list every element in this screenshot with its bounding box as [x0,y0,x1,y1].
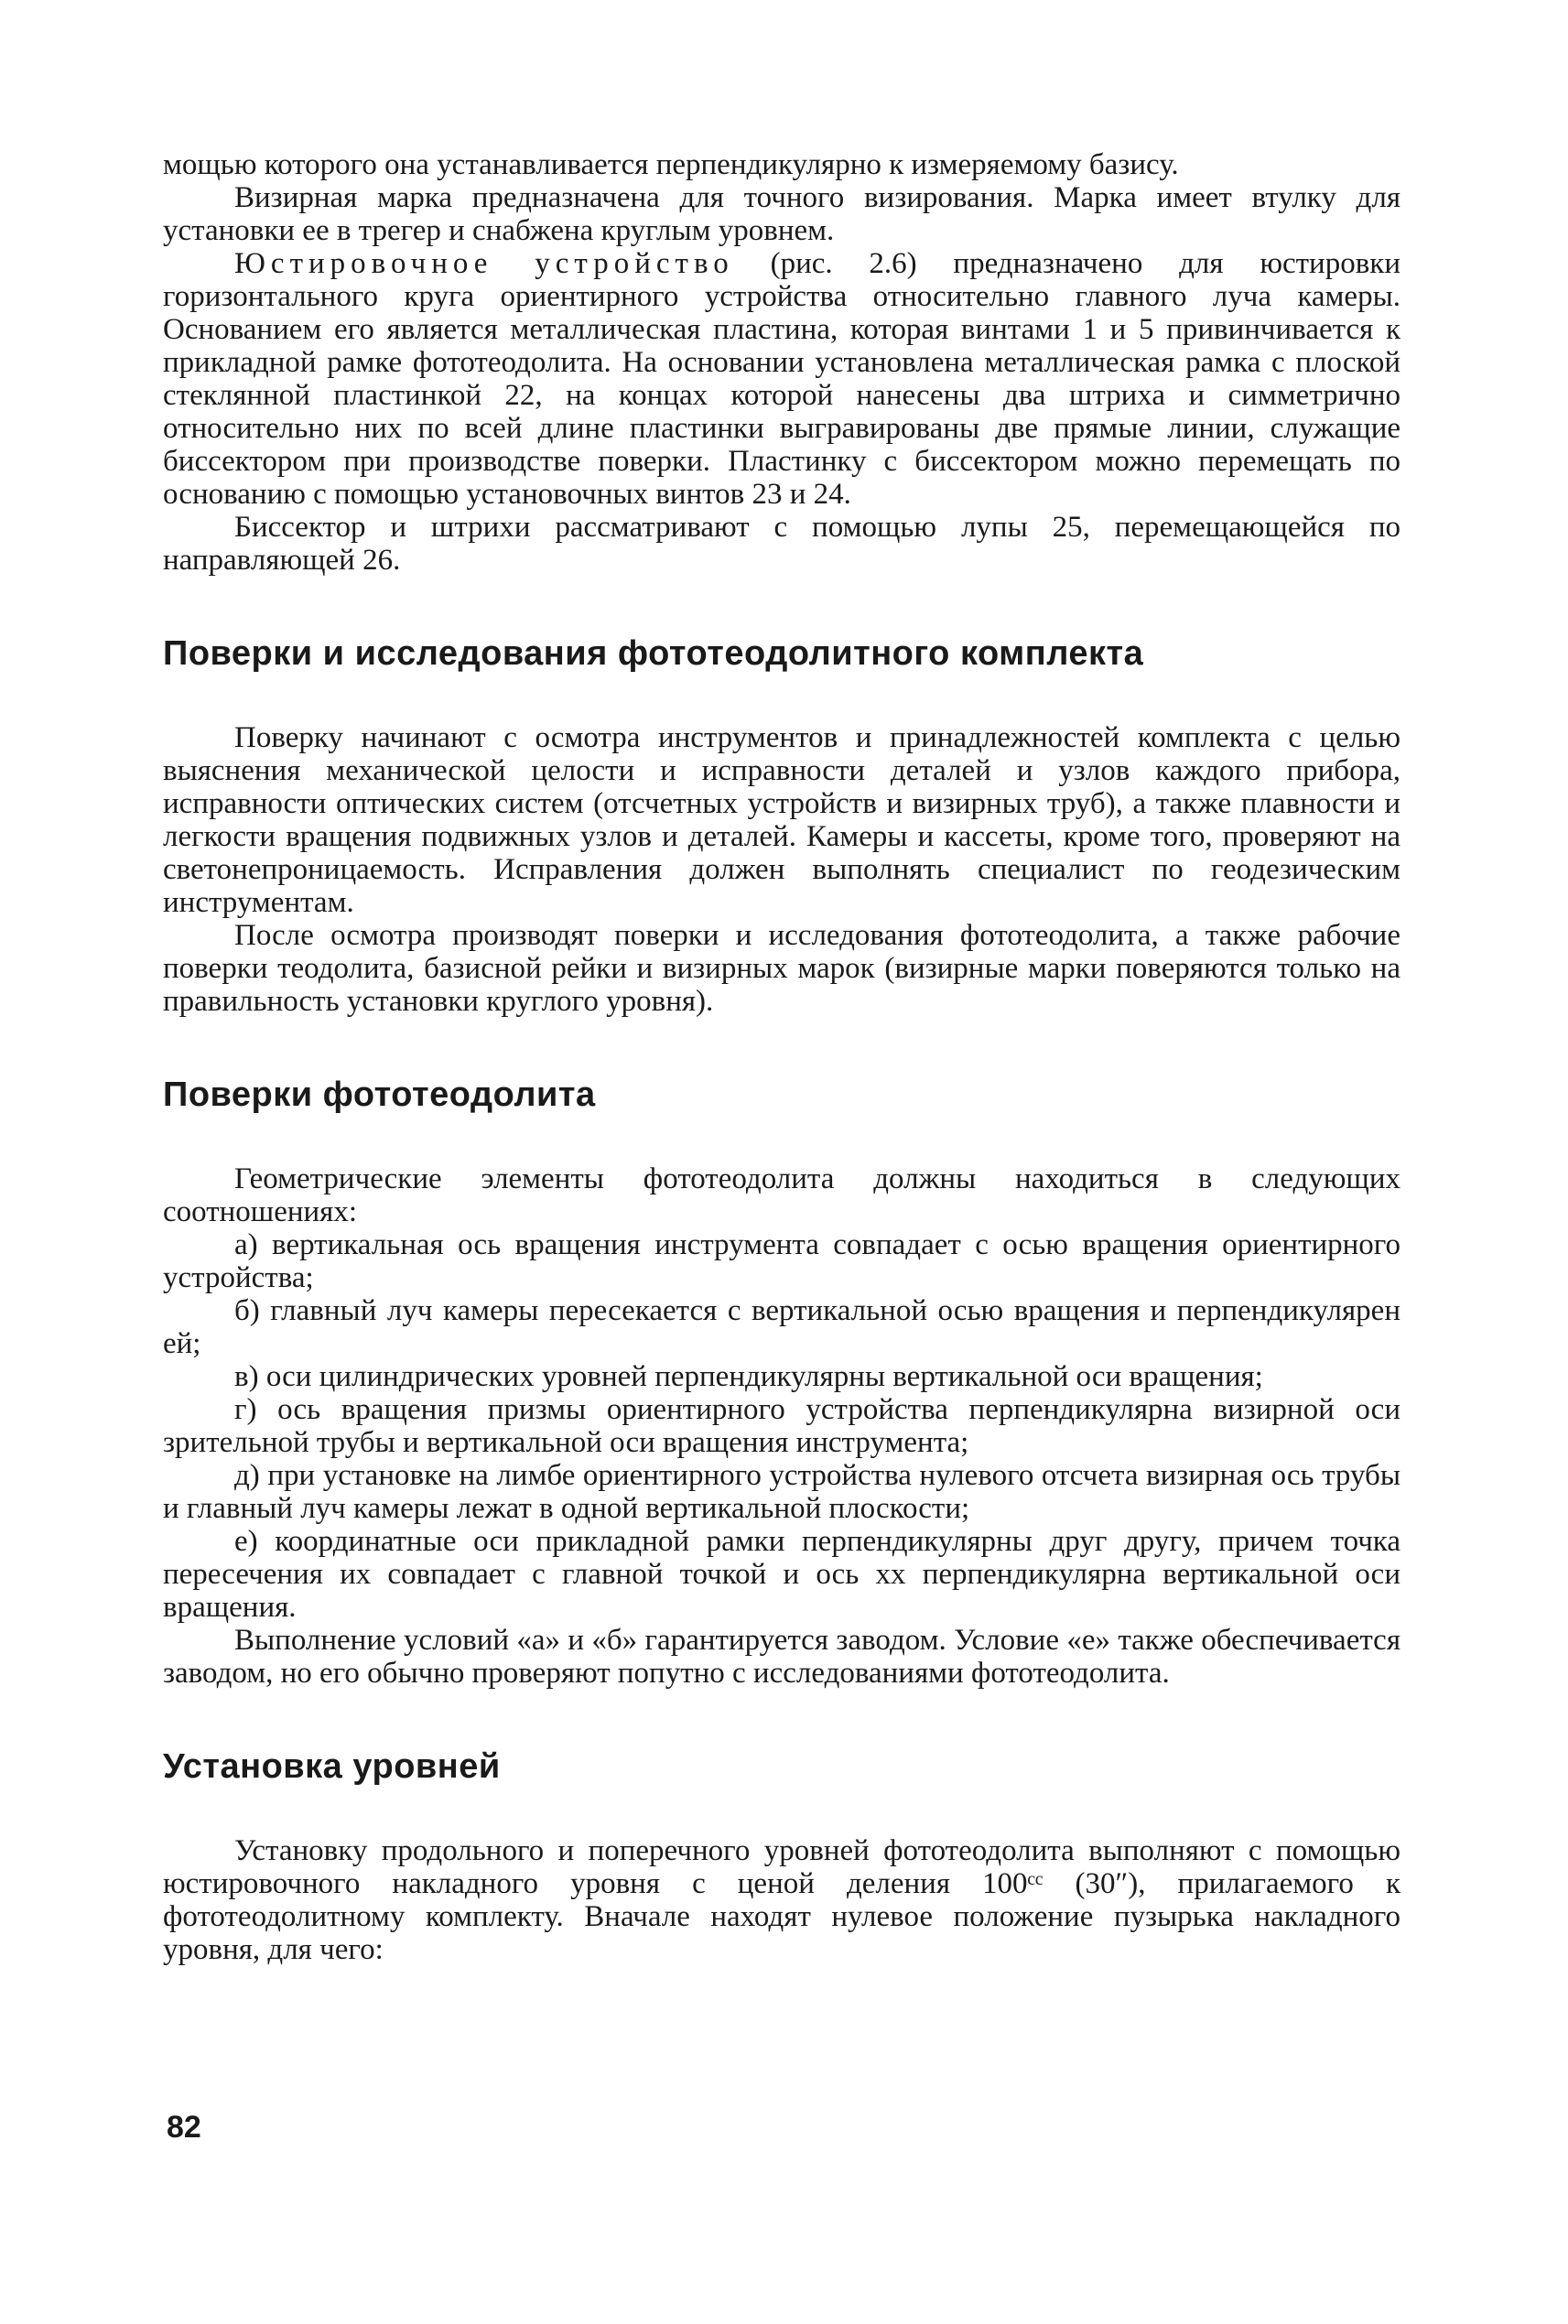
section-heading-phototheodolite-checks: Поверки фототеодолита [163,1076,596,1114]
list-item: г) ось вращения призмы ориентирного устройства перпендикулярна визирной оси зрительной трубы и вертикальной оси вращения инструмента; [163,1393,1400,1459]
paragraph-sighting-mark: Визирная марка предназначена для точного визирования. Марка имеет втулку для установки ее в трегер и снабжена круглым уровнем. [163,181,1400,247]
paragraph-bisector: Биссектор и штрихи рассматривают с помощью лупы 25, перемещающейся по направляющей 26. [163,511,1400,577]
paragraph-level-setup: Установку продольного и поперечного уровней фототеодолита выполняют с помощью юстировочного накладного уровня с ценой деления 100ᶜᶜ (30″), прилагаемого к фототеодолитному комплекту. Вначале находят нулевое положение пузырька накладного уровня, для чего: [163,1834,1400,1966]
paragraph-adjustment-device-text: (рис. 2.6) предназначено для юстировки горизонтального круга ориентирного устройства относительно главного луча камеры. Основанием его является металлическая пластина, которая винтами 1 и 5 привинчивается к прикладной рамке фототеодолита. На основании установлена металлическая рамка с плоской стеклянной пластинкой 22, на концах которой нанесены два штриха и симметрично относительно них по всей длине пластинки выгравированы две прямые линии, служащие биссектором при производстве поверки. Пластинку с биссектором можно перемещать по основанию с помощью установочных винтов 23 и 24. [163,247,1400,511]
paragraph-after-inspection: После осмотра производят поверки и исследования фототеодолита, а также рабочие поверки теодолита, базисной рейки и визирных марок (визирные марки поверяются только на правильность установки круглого уровня). [163,919,1400,1018]
page-body [163,148,1400,1966]
term-adjustment-device: Юстировочное устройство [234,247,734,280]
paragraph-continuation: мощью которого она устанавливается перпендикулярно к измеряемому базису. [163,148,1179,181]
list-item: а) вертикальная ось вращения инструмента совпадает с осью вращения ориентирного устройства; [163,1228,1400,1294]
paragraph-adjustment-device [163,247,1400,511]
section-heading-checks-and-research: Поверки и исследования фототеодолитного комплекта [163,634,1144,673]
list-item: д) при установке на лимбе ориентирного устройства нулевого отсчета визирная ось трубы и главный луч камеры лежат в одной вертикальной плоскости; [163,1459,1400,1525]
paragraph-conditions-guarantee: Выполнение условий «а» и «б» гарантируется заводом. Условие «е» также обеспечивается заводом, но его обычно проверяют попутно с исследованиями фототеодолита. [163,1624,1400,1690]
page-number: 82 [167,2110,201,2145]
list-item: б) главный луч камеры пересекается с вертикальной осью вращения и перпендикулярен ей; [163,1294,1400,1360]
paragraph-inspection: Поверку начинают с осмотра инструментов и принадлежностей комплекта с целью выяснения механической целости и исправности деталей и узлов каждого прибора, исправности оптических систем (отсчетных устройств и визирных труб), а также плавности и легкости вращения подвижных узлов и деталей. Камеры и кассеты, кроме того, проверяют на светонепроницаемость. Исправления должен выполнять специалист по геодезическим инструментам. [163,721,1400,919]
section-heading-level-setup: Установка уровней [163,1747,501,1786]
paragraph-geometric-elements: Геометрические элементы фототеодолита должны находиться в следующих соотношениях: [163,1162,1400,1228]
list-item: е) координатные оси прикладной рамки перпендикулярны друг другу, причем точка пересечения их совпадает с главной точкой и ось xx перпендикулярна вертикальной оси вращения. [163,1525,1400,1624]
list-item: в) оси цилиндрических уровней перпендикулярны вертикальной оси вращения; [234,1360,1263,1393]
